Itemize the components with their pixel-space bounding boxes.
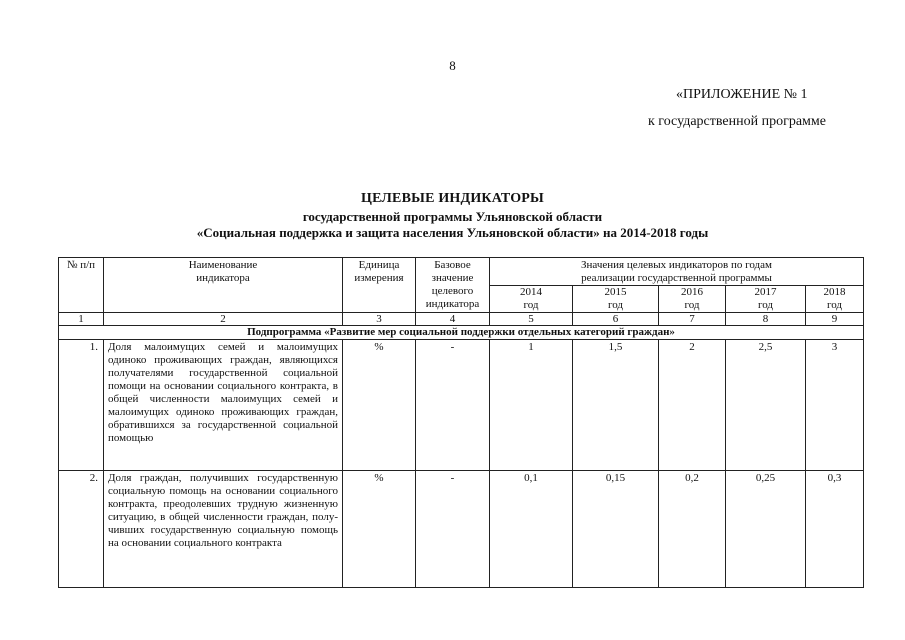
indicators-table (58, 257, 864, 588)
indicator-value-2015: 0,15 (573, 471, 659, 588)
header-year-2016: 2016 год (659, 286, 726, 313)
column-number: 5 (490, 313, 573, 326)
header-num: № п/п (59, 258, 104, 313)
appendix-subtitle: к государственной программе (648, 114, 826, 129)
indicator-value-2016: 2 (659, 340, 726, 471)
column-number: 1 (59, 313, 104, 326)
indicator-value-2017: 2,5 (726, 340, 806, 471)
column-number: 8 (726, 313, 806, 326)
header-values: Значения целевых индикаторов по годам реализации государственной программы (490, 258, 864, 286)
table-header-row (59, 258, 864, 286)
column-numbers-row (59, 313, 864, 326)
column-number: 2 (104, 313, 343, 326)
header-base: Базовое значение целевого индикатора (416, 258, 490, 313)
indicator-value-2018: 3 (806, 340, 864, 471)
subprogram-title: Подпрограмма «Развитие мер социальной поддержки отдельных категорий граждан» (59, 326, 864, 340)
header-name: Наименование индикатора (104, 258, 343, 313)
appendix-title: «ПРИЛОЖЕНИЕ № 1 (676, 87, 808, 102)
column-number: 6 (573, 313, 659, 326)
table-row (59, 471, 864, 588)
table-row (59, 340, 864, 471)
row-number: 1. (59, 340, 104, 471)
indicator-name: Доля малоимущих семей и малоимущих одиноко проживающих граждан, являющихся получателями государственной социальной помощи на основании социального контракта, в общей численности малоимущих семей и малоимущих одиноко проживающих граждан, обратившихся за государственной социальной помощью (104, 340, 343, 471)
indicator-value-2014: 0,1 (490, 471, 573, 588)
document-subheading: государственной программы Ульяновской области (302, 209, 603, 224)
column-number: 7 (659, 313, 726, 326)
document-program-title: «Социальная поддержка и защита населения Ульяновской области» на 2014-2018 годы (196, 225, 709, 240)
header-year-2015: 2015 год (573, 286, 659, 313)
indicator-base: - (416, 471, 490, 588)
header-unit: Единица измерения (343, 258, 416, 313)
document-heading: ЦЕЛЕВЫЕ ИНДИКАТОРЫ (360, 191, 544, 206)
indicator-value-2017: 0,25 (726, 471, 806, 588)
indicator-value-2016: 0,2 (659, 471, 726, 588)
header-year-2014: 2014 год (490, 286, 573, 313)
column-number: 4 (416, 313, 490, 326)
indicator-unit: % (343, 340, 416, 471)
indicator-unit: % (343, 471, 416, 588)
column-number: 9 (806, 313, 864, 326)
indicator-base: - (416, 340, 490, 471)
indicator-value-2015: 1,5 (573, 340, 659, 471)
header-year-2017: 2017 год (726, 286, 806, 313)
indicator-name: Доля граждан, получивших государственную социальную помощь на основании социального контракта, преодолевших трудную жизненную ситуацию, в общей численности граждан, получивших государственную социальную помощь на основании социального контракта (104, 471, 343, 588)
column-number: 3 (343, 313, 416, 326)
subprogram-row (59, 326, 864, 340)
row-number: 2. (59, 471, 104, 588)
page-number: 8 (449, 58, 456, 73)
indicator-value-2018: 0,3 (806, 471, 864, 588)
indicator-value-2014: 1 (490, 340, 573, 471)
header-year-2018: 2018 год (806, 286, 864, 313)
